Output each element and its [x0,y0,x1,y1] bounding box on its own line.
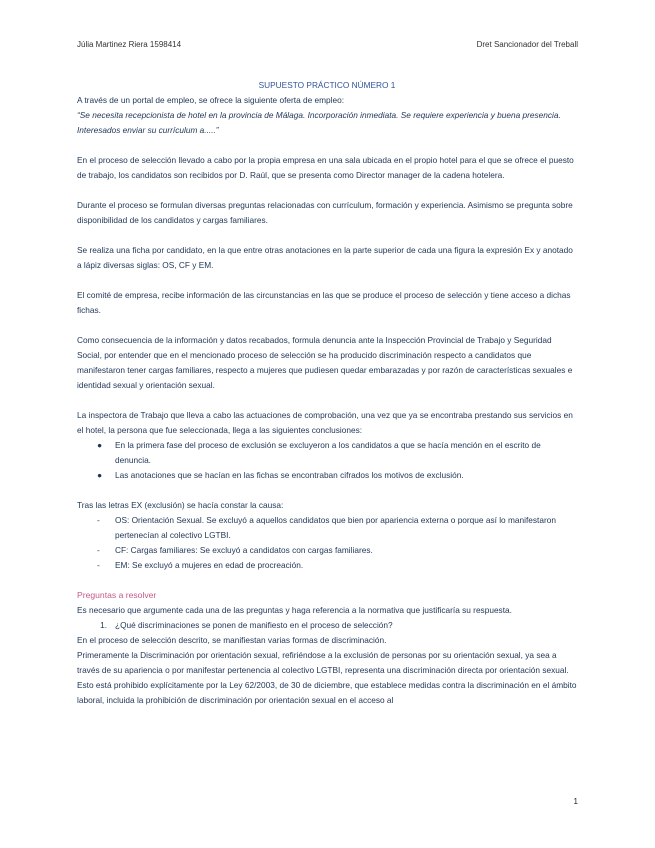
bullet-marker: ● [97,440,103,450]
list-item: ● Las anotaciones que se hacían en las fichas se encontraban cifrados los motivos de exclusión. [77,468,577,483]
instructions-text: Es necesario que argumente cada una de las preguntas y haga referencia a la normativa que justificaría su respuesta. [77,605,512,615]
paragraph: Durante el proceso se formulan diversas preguntas relacionadas con currículum, formación y experiencia. Asimismo se pregunta sobre disponibilidad de los candidatos y cargas familiares. [77,200,573,225]
answer-paragraph: Primeramente la Discriminación por orientación sexual, refiriéndose a la exclusión de personas por su orientación sexual, ya sea a través de su apariencia o por manifestar pertenencia al colectivo LGTBI, representa una discriminación directa por orientación sexual. [77,650,569,675]
paragraph: El comité de empresa, recibe información de las circunstancias en las que se produce el proceso de selección y tiene acceso a dichas fichas. [77,290,571,315]
header-course: Dret Sancionador del Treball [476,40,578,49]
question-text: ¿Qué discriminaciones se ponen de manifiesto en el proceso de selección? [115,620,393,630]
list-item: - OS: Orientación Sexual. Se excluyó a aquellos candidatos que bien por apariencia externa o porque así lo manifestaron pertenecían al colectivo LGTBI. [97,515,556,540]
header-author: Júlia Martinez Riera 1598414 [77,40,182,49]
question-1 [77,618,577,633]
document-body [77,78,577,708]
list-item: ● En la primera fase del proceso de exclusión se excluyeron a los candidatos a que se hacía mención en el escrito de denuncia. [97,440,541,465]
section-title: Preguntas a resolver [77,590,157,600]
paragraph: Se realiza una ficha por candidato, en la que entre otras anotaciones en la parte superior de cada una figura la expresión Ex y anotado a lápiz diversas siglas: OS, CF y EM. [77,245,573,270]
bullet-marker: ● [97,470,103,480]
paragraph: Como consecuencia de la información y datos recabados, formula denuncia ante la Inspección Provincial de Trabajo y Seguridad Social, por entender que en el mencionado proceso de selección se ha producido discriminación respecto a candidatos que manifestaron tener cargas familiares, respecto a mujeres que pudiesen quedar embarazadas y por razón de características sexuales e identidad sexual y orientación sexual. [77,335,573,390]
job-offer-quote: “Se necesita recepcionista de hotel en la provincia de Málaga. Incorporación inmediata. Se requiere experiencia y buena presencia. Interesados enviar su currículum a.....” [77,110,561,135]
exclusion-intro: Tras las letras EX (exclusión) se hacía constar la causa: [77,500,284,510]
paragraph: La inspectora de Trabajo que lleva a cabo las actuaciones de comprobación, una vez que ya se encontraba prestando sus servicios en el hotel, la persona que fue seleccionada, llega a las siguientes conclusiones: [77,410,573,435]
document-title: SUPUESTO PRÁCTICO NÚMERO 1 [258,80,396,90]
page-number: 1 [573,797,578,806]
paragraph: En el proceso de selección llevado a cabo por la propia empresa en una sala ubicada en el propio hotel para el que se ofrece el puesto de trabajo, los candidatos son recibidos por D. Raúl, que se presenta como Director manager de la cadena hotelera. [77,155,574,180]
answer-paragraph: Esto está prohibido explícitamente por la Ley 62/2003, de 30 de diciembre, que establece medidas contra la discriminación en el ámbito laboral, incluida la prohibición de discriminación por orientación sexual en el acceso al [77,680,577,705]
list-item: - EM: Se excluyó a mujeres en edad de procreación. [77,558,577,573]
dash-marker: - [97,545,100,555]
conclusions-list [77,438,577,483]
question-number: 1. [100,620,107,630]
exclusion-codes-list [77,513,577,573]
intro-text: A través de un portal de empleo, se ofrece la siguiente oferta de empleo: [77,95,345,105]
list-item: - CF: Cargas familiares: Se excluyó a candidatos con cargas familiares. [77,543,577,558]
answer-paragraph: En el proceso de selección descrito, se manifiestan varias formas de discriminación. [77,635,387,645]
dash-marker: - [97,560,100,570]
dash-marker: - [97,515,100,525]
